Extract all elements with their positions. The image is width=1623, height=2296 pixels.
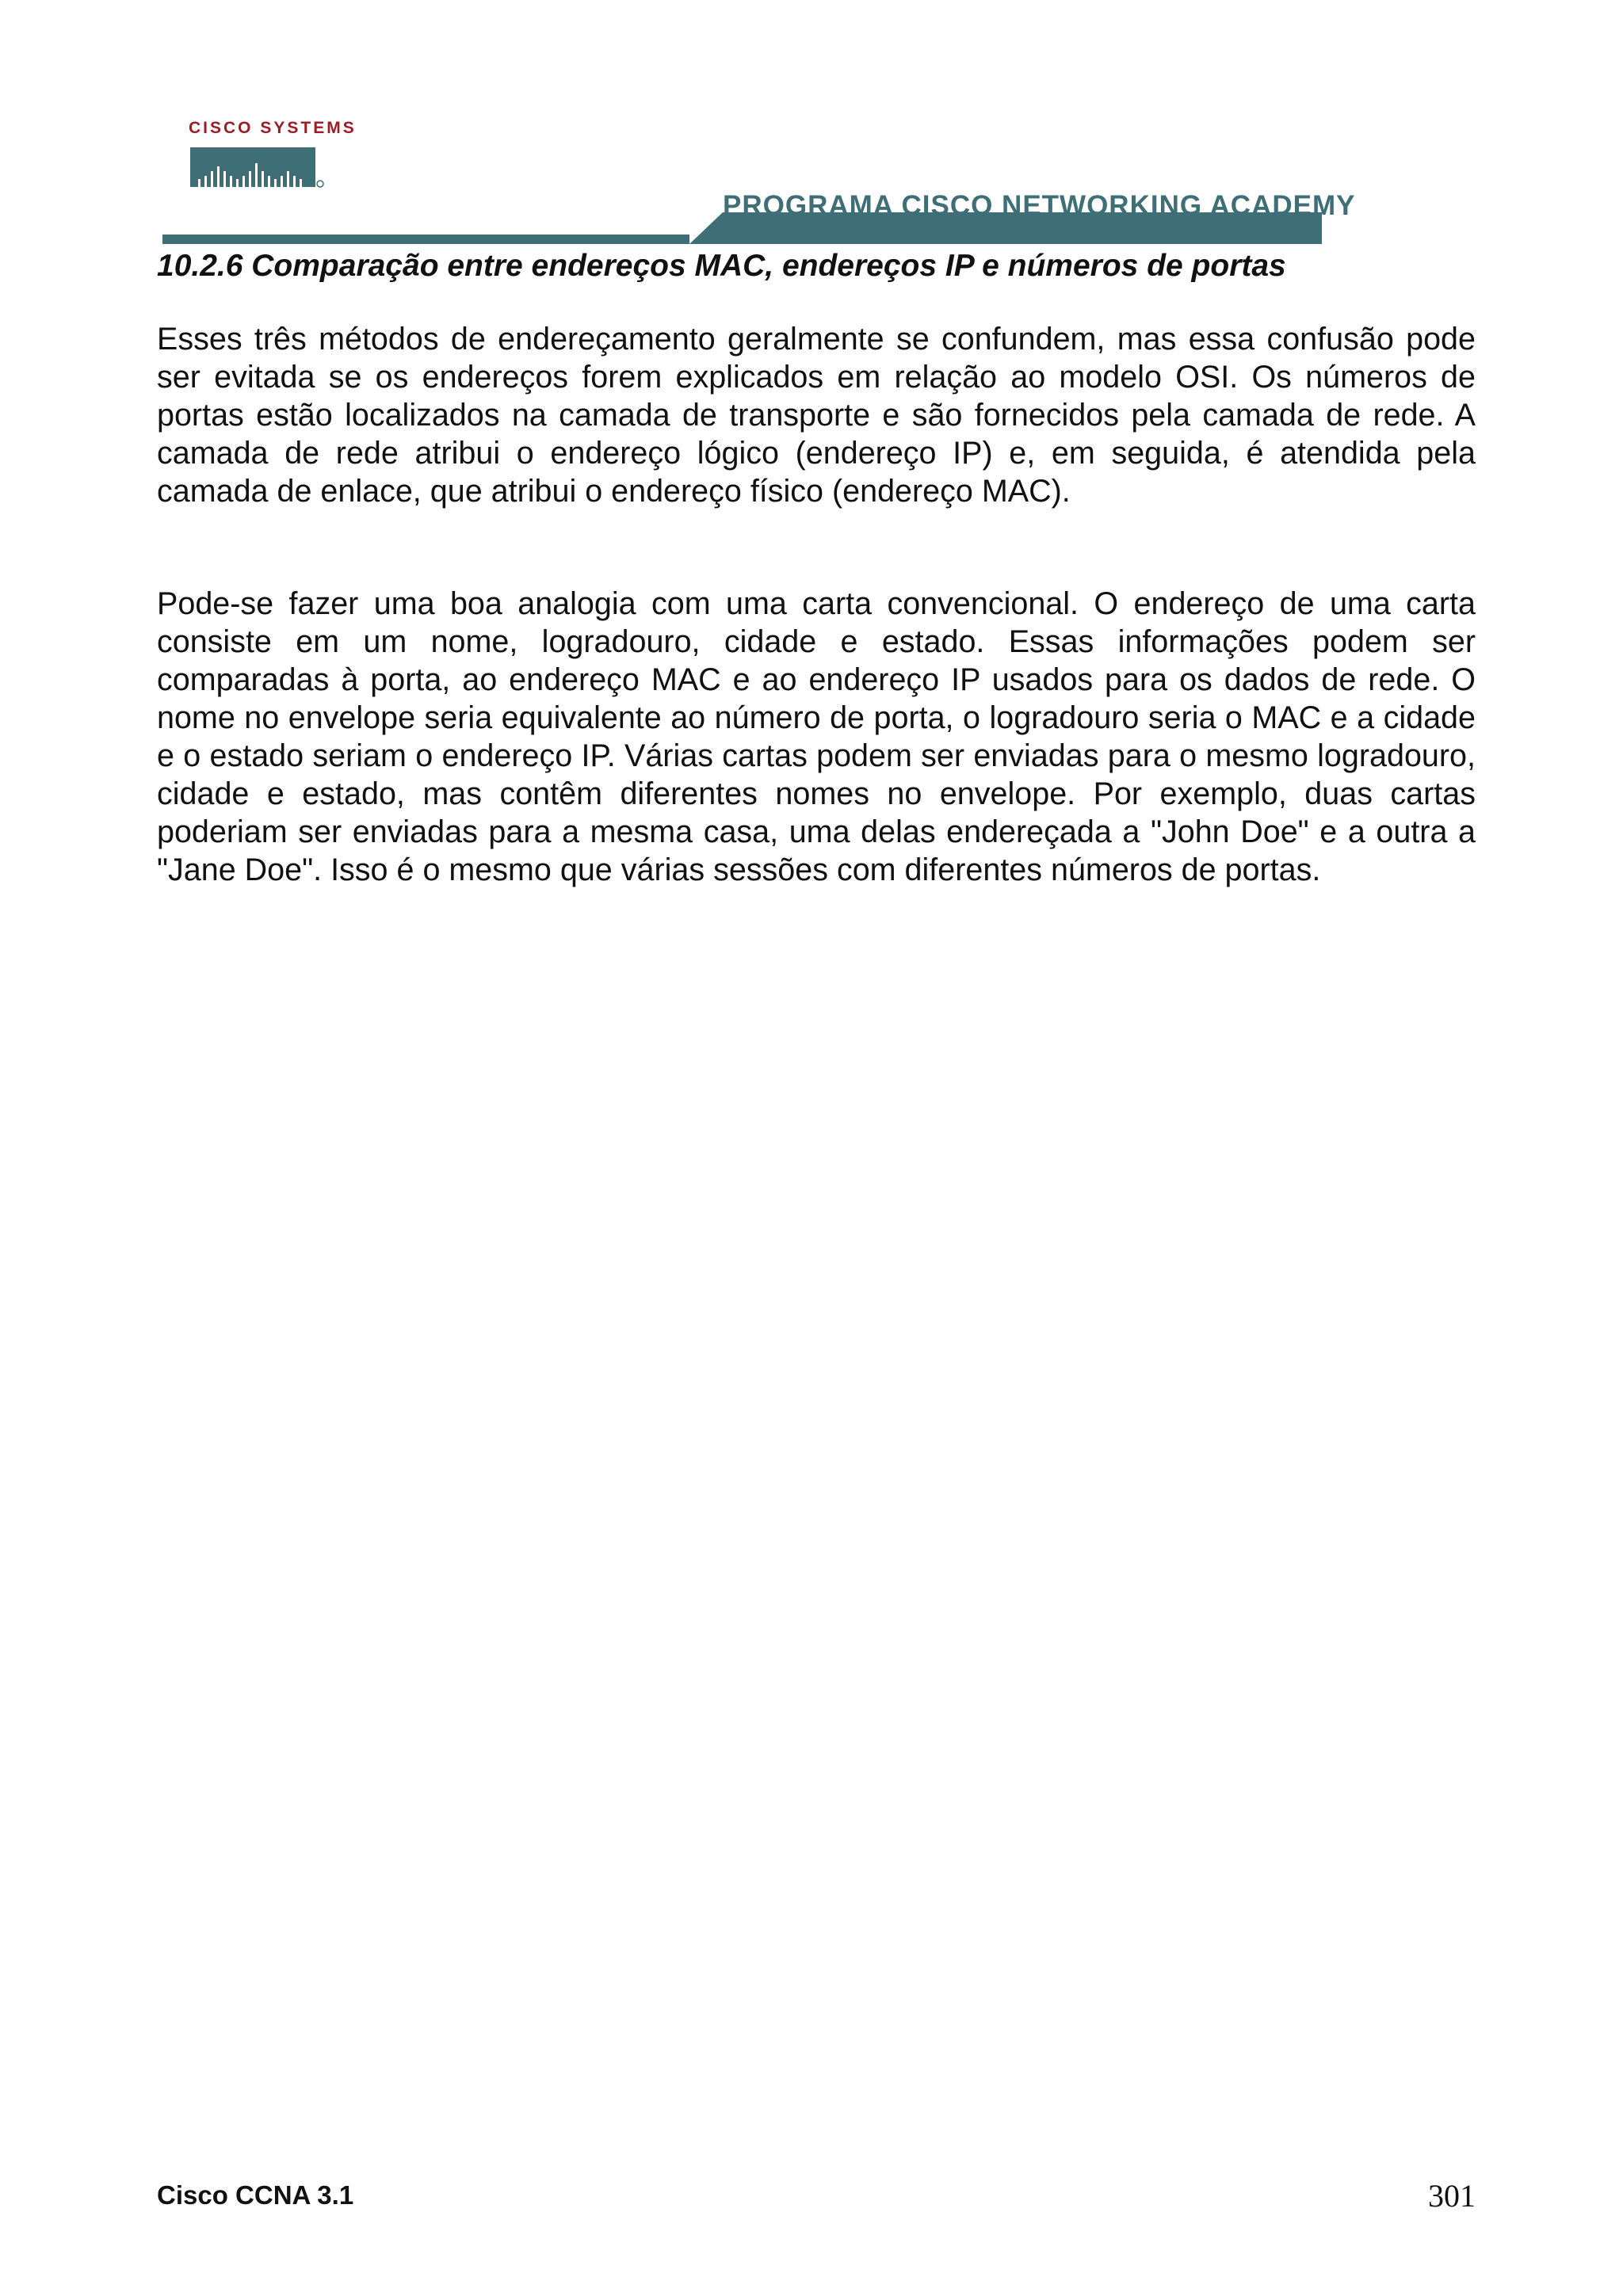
section-title: 10.2.6 Comparação entre endereços MAC, endereços IP e números de portas [157,249,1286,283]
academy-label: PROGRAMA CISCO NETWORKING ACADEMY [723,190,1356,221]
logo-text: CISCO SYSTEMS [189,119,357,137]
paragraph-1: Esses três métodos de endereçamento geralmente se confundem, mas essa confusão pode ser evitada se os endereços forem explicados em relação ao modelo OSI. Os números de portas estão localizados na camada de transporte e são fornecidos pela camada de rede. A camada de rede atribui o endereço lógico (endereço IP) e, em seguida, é atendida pela camada de enlace, que atribui o endereço físico (endereço MAC). [157,322,1476,509]
footer-course: Cisco CCNA 3.1 [157,2180,354,2210]
cisco-systems-logo [189,119,357,190]
paragraph-2: Pode-se fazer uma boa analogia com uma carta convencional. O endereço de uma carta consiste em um nome, logradouro, cidade e estado. Essas informações podem ser comparadas à porta, ao endereço MAC e ao endereço IP usados para os dados de rede. O nome no envelope seria equivalente ao número de porta, o logradouro seria o MAC e a cidade e o estado seriam o endereço IP. Várias cartas podem ser enviadas para o mesmo logradouro, cidade e estado, mas contêm diferentes nomes no envelope. Por exemplo, duas cartas poderiam ser enviadas para a mesma casa, uma delas endereçada a "John Doe" e a outra a "Jane Doe". Isso é o mesmo que várias sessões com diferentes números de portas. [157,586,1476,887]
cisco-bridge-icon [190,147,325,189]
footer-page-number: 301 [1428,2178,1476,2214]
